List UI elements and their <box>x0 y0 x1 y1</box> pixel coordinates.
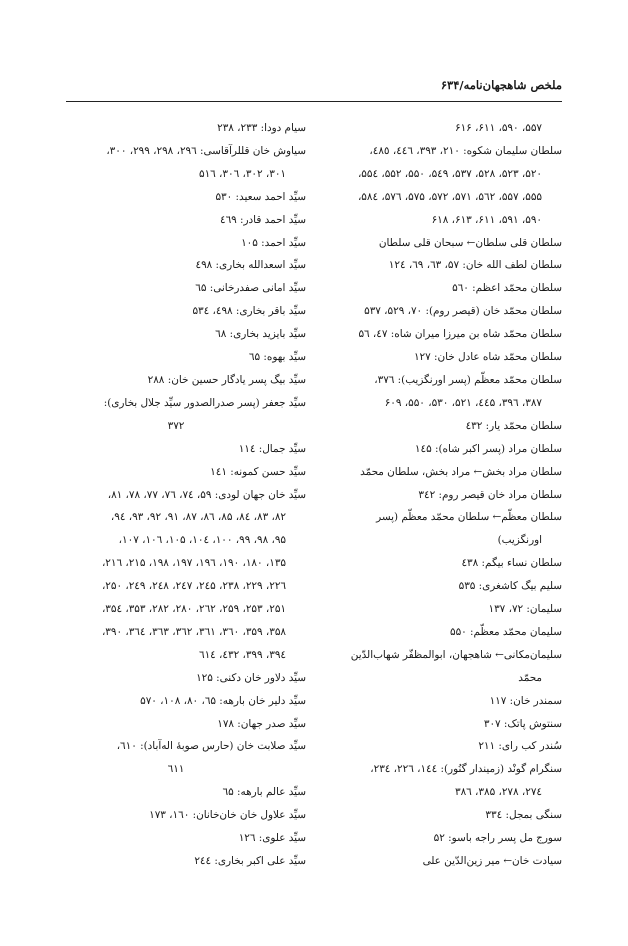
index-entry: سلطان محمّد اعظم: ۵٦۰ <box>452 282 562 295</box>
index-entry: سیاوش خان قللرآقاسی: ۲۹٦، ۲۹۸، ۲۹۹، ۳۰۰، <box>106 144 306 157</box>
index-entry: سلطان محمّد شاه بن میرزا میران شاه: ٤۷، ۵٦ <box>358 328 562 341</box>
index-entry-continuation: ۱۳۵، ۱۸۰، ۱۹۰، ۱۹٦، ۱۹۷، ۱۹۸، ۲۱۵، ۲۱٦، <box>101 557 286 570</box>
index-entry: سیِّد بیگ پسر یادگار حسین خان: ۲۸۸ <box>147 373 306 386</box>
index-entry: سلیمان: ۷۲، ۱۳۷ <box>488 603 562 616</box>
index-entry-continuation: ۳۸۷، ۳۹٦، ٤٤۵، ۵۲۱، ۵۳۰، ۵۵۰، ۶۰۹ <box>384 396 542 409</box>
index-entry: سیِّد بایزید بخاری: ٦۸ <box>215 328 306 341</box>
index-entry: سنگرام گونْد (زمیندار گنُور): ۱٤٤، ۲۲٦، ۲۳٤، <box>370 763 562 776</box>
index-entry: سلطان سلیمان شکوه: ۲۱۰، ۳۹۳، ٤٤٦، ٤٨٥، <box>369 144 562 157</box>
index-entry: سلیمان‌مکانی← شاهجهان، ابوالمظفّر شهاب‌الدّین <box>350 648 562 661</box>
index-entry-continuation: ۵۵۷، ۵۹۰، ۶۱۱، ۶۱۶ <box>454 122 542 134</box>
index-entry: سلطان محمّد خان (قیصر روم): ۷۰، ۵۲۹، ۵۳۷ <box>364 305 562 318</box>
index-entry: سیِّد صلابت خان (حارس صوبهٔ اله‌آباد): ٦۱۰، <box>116 740 306 753</box>
index-entry-continuation: ۲۷٤، ۲۷۸، ۳۸۵، ۳۸٦ <box>454 786 542 799</box>
page-number: ۶۳۴ <box>440 78 460 92</box>
index-entry: سنتوش پاتک: ۳۰۷ <box>483 717 562 730</box>
index-entry: سنگی بمجل: ۳۳٤ <box>485 809 562 822</box>
index-entry: سیِّد احمد: ۱۰۵ <box>241 236 306 249</box>
index-entry-continuation: ۳۹٤، ۳۹۹، ٤۳۲، ٦۱٤ <box>198 648 286 661</box>
index-entry-continuation: ٦۱۱ <box>167 763 185 776</box>
index-entry: سمندر خان: ۱۱۷ <box>489 694 562 707</box>
header-rule <box>66 101 562 102</box>
index-entry: سیِّد بهوه: ٦۵ <box>248 351 306 364</box>
index-entry-continuation: ۵۲۰، ۵۲۳، ۵۲۸، ۵۳۷، ۵٤۹، ۵۵۰، ۵۵۲، ۵۵٤، <box>357 167 542 180</box>
index-entry: سُندر کب رای: ۲۱۱ <box>478 740 562 753</box>
index-entry: سلطان نساء بیگم: ٤۳۸ <box>461 557 562 570</box>
index-entry: سیِّد علوی: ۱۲٦ <box>238 832 306 845</box>
index-entry: سلطان معظّم← سلطان محمّد معظّم (پسر <box>376 511 562 524</box>
index-entry: سیِّد احمد قادر: ٤٦۹ <box>219 213 306 226</box>
index-entry: سلطان قلی سلطان← سبحان قلی سلطان <box>378 236 562 249</box>
index-entry: سلطان مراد بخش← مراد بخش، سلطان محمّد <box>360 465 562 478</box>
index-entry-continuation: ۲۵۱، ۲۵۳، ۲۵۹، ۲٦۲، ۲۸۰، ۲۸۲، ۳۵۳، ۳۵٤، <box>101 603 286 616</box>
index-entry-continuation: ۳۵۸، ۳۵۹، ۳٦۰، ۳٦۱، ۳٦۲، ۳٦۳، ۳٦٤، ۳۹۰، <box>101 625 286 638</box>
index-entry: سیِّد دلیر خان بارهه: ٦۵، ۸۰، ۱۰۸، ۵۷۰ <box>140 694 306 707</box>
index-entry: سیِّد صدر جهان: ۱۷۸ <box>217 717 306 730</box>
index-entry-continuation: ۸۲، ۸۳، ۸٤، ۸۵، ۸٦، ۸۷، ۹۱، ۹۲، ۹۳، ۹٤، <box>110 511 286 524</box>
index-column-right <box>322 117 562 873</box>
index-entry: سلطان محمّد شاه عادل خان: ۱۲۷ <box>413 351 562 364</box>
index-entry: سیام دودا: ۲۳۳، ۲۳۸ <box>217 122 306 134</box>
index-column-left <box>66 117 306 873</box>
index-entry: سیادت خان← میر زین‌الدّین علی <box>422 855 562 867</box>
index-entry: سیِّد باقر بخاری: ٤۹۸، ۵۳٤ <box>192 305 306 318</box>
header-title: ملخص شاهجهان‌نامه/ <box>459 78 562 92</box>
index-entry: سیِّد جمال: ۱۱٤ <box>238 442 306 455</box>
index-entry: سیِّد خان جهان لودی: ۵۹، ۷٤، ۷٦، ۷۷، ۷۸، ۸۱، <box>107 488 306 501</box>
index-entry: سیِّد اسعدالله بخاری: ٤۹۸ <box>195 259 306 272</box>
index-entry: سیِّد عالم بارهه: ٦۵ <box>222 786 306 799</box>
index-entry-continuation: ۵۹۰، ۵۹۱، ۶۱۱، ۶۱۳، ۶۱۸ <box>431 213 542 226</box>
index-entry: سلطان مراد خان قیصر روم: ۳٤۲ <box>418 488 562 501</box>
index-entry: سیِّد امانی صفدرخانی: ٦۵ <box>195 282 306 295</box>
index-entry-continuation: اورنگزیب) <box>497 534 542 547</box>
index-entry: سیِّد جعفر (پسر صدرالصدور سیِّد جلال بخاری): <box>103 396 306 409</box>
index-entry: سیِّد علی اکبر بخاری: ۲٤٤ <box>194 855 306 867</box>
index-entry: سورج مل پسر راجه باسو: ۵۲ <box>433 832 562 845</box>
index-entry: سلیم بیگ کاشغری: ۵۳۵ <box>458 580 562 593</box>
index-entry: سیِّد احمد سعید: ۵۳۰ <box>215 190 306 203</box>
index-entry: سیِّد دلاور خان دکنی: ۱۲۵ <box>196 671 306 684</box>
index-entry: سیِّد حسن کمونه: ۱٤۱ <box>210 465 306 478</box>
index-entry: سلطان مراد (پسر اکبر شاه): ۱٤۵ <box>414 442 562 455</box>
index-entry: سلطان محمّد معظّم (پسر اورنگزیب): ۳۷٦، <box>374 373 562 386</box>
running-header <box>66 78 562 92</box>
index-entry-continuation: ۳۰۱، ۳۰۲، ۳۰٦، ۵۱٦ <box>198 167 286 180</box>
index-entry-continuation: ۵۵۵، ۵۵۷، ۵٦۲، ۵۷۱، ۵۷۲، ۵۷۵، ۵۷٦، ۵۸٤، <box>357 190 542 203</box>
index-entry: سلطان لطف الله خان: ۵۷، ٦۳، ٦۹، ۱۲٤ <box>388 259 562 272</box>
index-entry: سلیمان محمّد معظّم: ۵۵۰ <box>450 625 562 638</box>
index-entry-continuation: ۲۲٦، ۲۲۹، ۲۳۸، ۲٤۵، ۲٤۷، ۲٤۸، ۲٤۹، ۲۵۰، <box>101 580 286 593</box>
index-entry-continuation: ۹۵، ۹۸، ۹۹، ۱۰۰، ۱۰٤، ۱۰۵، ۱۰٦، ۱۰۷، <box>118 534 286 547</box>
index-entry: سیِّد علاول خان خان‌خانان: ۱٦۰، ۱۷۳ <box>149 809 306 822</box>
index-entry-continuation: محمّد <box>518 671 542 684</box>
index-entry: سلطان محمّد یار: ٤۳۲ <box>465 419 562 432</box>
index-entry-continuation: ۳۷۲ <box>167 419 185 432</box>
